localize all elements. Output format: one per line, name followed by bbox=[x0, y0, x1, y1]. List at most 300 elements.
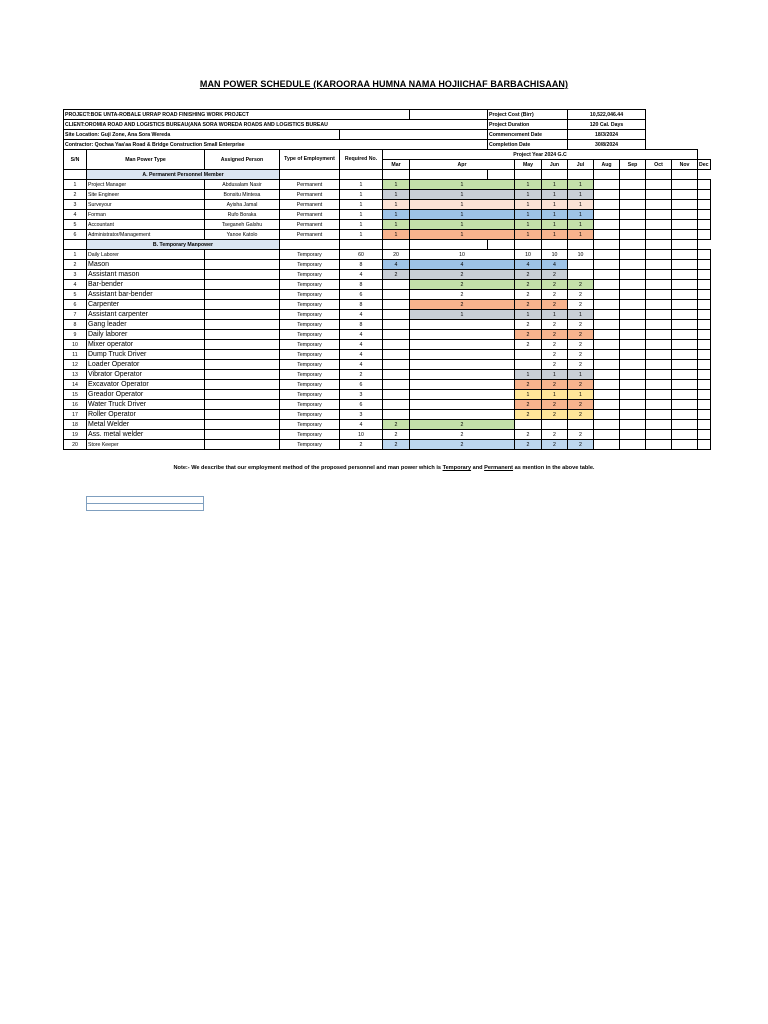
cell-jun: 1 bbox=[542, 190, 568, 200]
table-row bbox=[64, 410, 711, 420]
cell-required: 8 bbox=[340, 300, 383, 310]
cell-required: 8 bbox=[340, 280, 383, 290]
cell-mar: 1 bbox=[383, 190, 410, 200]
cell-empty-month bbox=[620, 260, 646, 270]
header-project-year: Project Year 2024 G.C bbox=[383, 150, 698, 160]
header-month-jun: Jun bbox=[542, 160, 568, 170]
cell-empty-month bbox=[698, 410, 711, 420]
cell-empty-month bbox=[620, 270, 646, 280]
cell-sn: 13 bbox=[64, 370, 87, 380]
cell-sn: 1 bbox=[64, 250, 87, 260]
cell-man-power-type: Project Manager bbox=[87, 180, 205, 190]
cell-mar bbox=[383, 310, 410, 320]
cell-mar: 20 bbox=[383, 250, 410, 260]
cell-jul: 1 bbox=[568, 230, 594, 240]
cell-employment: Temporary bbox=[280, 290, 340, 300]
project-cost-label: Project Cost (Birr) bbox=[488, 110, 568, 120]
cell-sn: 20 bbox=[64, 440, 87, 450]
cell-jul: 2 bbox=[568, 290, 594, 300]
cell-empty-month bbox=[594, 280, 620, 290]
cell-empty-month bbox=[646, 200, 672, 210]
cell-jun: 2 bbox=[542, 270, 568, 280]
cell-empty-month bbox=[698, 270, 711, 280]
cell-required: 4 bbox=[340, 330, 383, 340]
table-row bbox=[64, 190, 711, 200]
cell-employment: Temporary bbox=[280, 260, 340, 270]
cell-jun: 1 bbox=[542, 390, 568, 400]
table-row bbox=[64, 180, 711, 190]
cell-empty-month bbox=[646, 320, 672, 330]
cell-mar bbox=[383, 390, 410, 400]
cell-empty-month bbox=[594, 370, 620, 380]
cell-empty-month bbox=[698, 310, 711, 320]
table-row bbox=[64, 290, 711, 300]
client-name: CLIENT:OROMIA ROAD AND LOGISTICS BUREAU(ANA SORA WOREDA ROADS AND LOGISTICS BUREAU bbox=[64, 120, 488, 130]
cell-empty-month bbox=[698, 300, 711, 310]
cell-empty-month bbox=[646, 330, 672, 340]
cell-sn: 3 bbox=[64, 200, 87, 210]
cell-empty-month bbox=[594, 400, 620, 410]
cell-empty-month bbox=[620, 430, 646, 440]
cell-empty-month bbox=[594, 340, 620, 350]
cell-empty-month bbox=[620, 330, 646, 340]
cell-empty-month bbox=[646, 420, 672, 430]
cell-required: 6 bbox=[340, 290, 383, 300]
cell-sn: 16 bbox=[64, 400, 87, 410]
project-cost-value: 10,522,046.44 bbox=[568, 110, 646, 120]
cell-may: 1 bbox=[515, 200, 542, 210]
cell-employment: Temporary bbox=[280, 420, 340, 430]
cell-sn: 2 bbox=[64, 260, 87, 270]
cell-assigned-person bbox=[205, 300, 280, 310]
cell-man-power-type: Excavator Operator bbox=[87, 380, 205, 390]
cell-employment: Temporary bbox=[280, 280, 340, 290]
cell-required: 8 bbox=[340, 320, 383, 330]
cell-empty-month bbox=[594, 260, 620, 270]
cell-empty-month bbox=[620, 310, 646, 320]
cell-empty-month bbox=[620, 370, 646, 380]
cell-may: 2 bbox=[515, 270, 542, 280]
cell-employment: Temporary bbox=[280, 440, 340, 450]
cell-jul bbox=[568, 270, 594, 280]
cell-may: 1 bbox=[515, 310, 542, 320]
cell-sn: 9 bbox=[64, 330, 87, 340]
cell-jun: 2 bbox=[542, 360, 568, 370]
cell-required: 4 bbox=[340, 340, 383, 350]
cell-may: 2 bbox=[515, 440, 542, 450]
note-text: Note:- We describe that our employment method of the proposed personnel and man power which is Temporary and Permanent as mention in the above table. bbox=[173, 465, 595, 471]
cell-man-power-type: Mixer operator bbox=[87, 340, 205, 350]
cell-may bbox=[515, 420, 542, 430]
cell-mar bbox=[383, 300, 410, 310]
cell-may: 2 bbox=[515, 340, 542, 350]
table-row bbox=[64, 440, 711, 450]
cell-required: 1 bbox=[340, 230, 383, 240]
cell-empty-month bbox=[672, 410, 698, 420]
cell-empty-month bbox=[698, 210, 711, 220]
header-month-sep: Sep bbox=[620, 160, 646, 170]
cell-jul: 1 bbox=[568, 210, 594, 220]
cell-man-power-type: Forman bbox=[87, 210, 205, 220]
cell-mar bbox=[383, 330, 410, 340]
cell-jul: 1 bbox=[568, 310, 594, 320]
cell-empty-month bbox=[620, 180, 646, 190]
cell-assigned-person bbox=[205, 420, 280, 430]
cell-jun: 1 bbox=[542, 370, 568, 380]
cell-sn: 4 bbox=[64, 210, 87, 220]
cell-jul: 2 bbox=[568, 350, 594, 360]
cell-empty-month bbox=[698, 390, 711, 400]
cell-mar bbox=[383, 350, 410, 360]
table-row bbox=[64, 250, 711, 260]
cell-jun: 2 bbox=[542, 340, 568, 350]
cell-assigned-person: Tseganeh Galshu bbox=[205, 220, 280, 230]
cell-jun: 1 bbox=[542, 230, 568, 240]
cell-empty-month bbox=[620, 280, 646, 290]
cell-jul: 2 bbox=[568, 280, 594, 290]
cell-sn: 5 bbox=[64, 290, 87, 300]
cell-mar bbox=[383, 340, 410, 350]
cell-sn: 6 bbox=[64, 230, 87, 240]
cell-empty-month bbox=[698, 350, 711, 360]
cell-empty-month bbox=[646, 350, 672, 360]
cell-jul: 1 bbox=[568, 390, 594, 400]
cell-apr: 2 bbox=[410, 290, 515, 300]
cell-assigned-person bbox=[205, 380, 280, 390]
cell-sn: 11 bbox=[64, 350, 87, 360]
cell-employment: Temporary bbox=[280, 320, 340, 330]
cell-employment: Permanent bbox=[280, 220, 340, 230]
section-row bbox=[64, 240, 711, 250]
cell-jun: 2 bbox=[542, 290, 568, 300]
cell-jul: 2 bbox=[568, 360, 594, 370]
cell-assigned-person bbox=[205, 250, 280, 260]
project-duration-label: Project Duration bbox=[488, 120, 568, 130]
cell-empty-month bbox=[594, 440, 620, 450]
cell-jul: 2 bbox=[568, 320, 594, 330]
table-row bbox=[64, 280, 711, 290]
cell-mar: 1 bbox=[383, 220, 410, 230]
cell-empty-month bbox=[594, 180, 620, 190]
cell-jul: 1 bbox=[568, 220, 594, 230]
cell-assigned-person bbox=[205, 390, 280, 400]
commencement-date-label: Commencement Date bbox=[488, 130, 568, 140]
cell-may: 10 bbox=[515, 250, 542, 260]
cell-apr bbox=[410, 390, 515, 400]
cell-empty-month bbox=[698, 420, 711, 430]
cell-sn: 3 bbox=[64, 270, 87, 280]
cell-required: 1 bbox=[340, 180, 383, 190]
cell-sn: 18 bbox=[64, 420, 87, 430]
header-month-apr: Apr bbox=[410, 160, 515, 170]
cell-empty-month bbox=[646, 180, 672, 190]
cell-may: 2 bbox=[515, 300, 542, 310]
cell-sn: 1 bbox=[64, 180, 87, 190]
table-row bbox=[64, 200, 711, 210]
cell-empty-month bbox=[646, 210, 672, 220]
cell-empty-month bbox=[698, 180, 711, 190]
cell-empty-month bbox=[620, 210, 646, 220]
section-permanent: A. Permanent Personnel Member bbox=[87, 170, 280, 180]
header-month-oct: Oct bbox=[646, 160, 672, 170]
cell-jul bbox=[568, 260, 594, 270]
cell-empty-month bbox=[672, 380, 698, 390]
cell-empty-month bbox=[594, 220, 620, 230]
cell-apr bbox=[410, 320, 515, 330]
cell-jun: 1 bbox=[542, 310, 568, 320]
cell-employment: Temporary bbox=[280, 410, 340, 420]
cell-may bbox=[515, 360, 542, 370]
cell-sn: 4 bbox=[64, 280, 87, 290]
cell-jul: 1 bbox=[568, 190, 594, 200]
cell-empty-month bbox=[672, 400, 698, 410]
header-assigned-person: Assigned Person bbox=[205, 150, 280, 170]
cell-required: 8 bbox=[340, 260, 383, 270]
cell-empty-month bbox=[672, 280, 698, 290]
cell-may: 1 bbox=[515, 180, 542, 190]
table-row bbox=[64, 300, 711, 310]
cell-mar bbox=[383, 360, 410, 370]
cell-empty-month bbox=[698, 320, 711, 330]
cell-mar bbox=[383, 410, 410, 420]
cell-may bbox=[515, 350, 542, 360]
cell-empty-month bbox=[620, 220, 646, 230]
header-type-of-employment: Type of Employment bbox=[280, 150, 340, 170]
cell-may: 2 bbox=[515, 320, 542, 330]
cell-required: 4 bbox=[340, 360, 383, 370]
cell-assigned-person bbox=[205, 310, 280, 320]
cell-jun: 2 bbox=[542, 300, 568, 310]
cell-employment: Temporary bbox=[280, 390, 340, 400]
cell-assigned-person: Ayisha Jamal bbox=[205, 200, 280, 210]
cell-assigned-person bbox=[205, 330, 280, 340]
cell-empty-month bbox=[646, 270, 672, 280]
cell-required: 1 bbox=[340, 190, 383, 200]
cell-man-power-type: Water Truck Driver bbox=[87, 400, 205, 410]
cell-employment: Temporary bbox=[280, 430, 340, 440]
cell-required: 60 bbox=[340, 250, 383, 260]
cell-apr bbox=[410, 410, 515, 420]
cell-empty-month bbox=[594, 190, 620, 200]
cell-empty-month bbox=[698, 280, 711, 290]
table-row bbox=[64, 350, 711, 360]
cell-jul: 2 bbox=[568, 330, 594, 340]
cell-may: 2 bbox=[515, 410, 542, 420]
cell-assigned-person bbox=[205, 270, 280, 280]
cell-empty-month bbox=[698, 250, 711, 260]
cell-assigned-person: Yanoe Katolo bbox=[205, 230, 280, 240]
cell-empty-month bbox=[594, 250, 620, 260]
cell-empty-month bbox=[594, 380, 620, 390]
cell-may: 2 bbox=[515, 380, 542, 390]
cell-may: 2 bbox=[515, 400, 542, 410]
cell-may: 1 bbox=[515, 210, 542, 220]
cell-assigned-person bbox=[205, 430, 280, 440]
completion-date-value: 30/8/2024 bbox=[568, 140, 646, 150]
cell-employment: Temporary bbox=[280, 380, 340, 390]
header-month-mar: Mar bbox=[383, 160, 410, 170]
table-row bbox=[64, 400, 711, 410]
cell-assigned-person: Rufo Boraka bbox=[205, 210, 280, 220]
cell-sn: 12 bbox=[64, 360, 87, 370]
cell-empty-month bbox=[646, 260, 672, 270]
cell-empty-month bbox=[672, 440, 698, 450]
cell-mar: 2 bbox=[383, 440, 410, 450]
cell-sn: 10 bbox=[64, 340, 87, 350]
cell-apr: 2 bbox=[410, 430, 515, 440]
cell-jul: 2 bbox=[568, 380, 594, 390]
cell-empty-month bbox=[672, 200, 698, 210]
cell-jul: 2 bbox=[568, 300, 594, 310]
cell-empty-month bbox=[698, 220, 711, 230]
cell-empty-month bbox=[620, 410, 646, 420]
cell-empty-month bbox=[620, 400, 646, 410]
cell-empty-month bbox=[646, 340, 672, 350]
contractor-name: Contractor: Qochaa Yaa'aa Road & Bridge Construction Small Enterprise bbox=[64, 140, 488, 150]
cell-jun: 2 bbox=[542, 430, 568, 440]
cell-apr: 4 bbox=[410, 260, 515, 270]
cell-empty-month bbox=[620, 300, 646, 310]
cell-empty-month bbox=[646, 360, 672, 370]
cell-man-power-type: Gang leader bbox=[87, 320, 205, 330]
cell-employment: Permanent bbox=[280, 180, 340, 190]
cell-apr: 1 bbox=[410, 210, 515, 220]
cell-empty-month bbox=[594, 410, 620, 420]
cell-employment: Permanent bbox=[280, 230, 340, 240]
cell-apr: 1 bbox=[410, 220, 515, 230]
cell-man-power-type: Vibrator Operator bbox=[87, 370, 205, 380]
cell-man-power-type: Ass. metal welder bbox=[87, 430, 205, 440]
table-row bbox=[64, 390, 711, 400]
cell-sn: 19 bbox=[64, 430, 87, 440]
cell-required: 1 bbox=[340, 200, 383, 210]
cell-required: 2 bbox=[340, 440, 383, 450]
cell-empty-month bbox=[620, 250, 646, 260]
cell-sn: 8 bbox=[64, 320, 87, 330]
cell-employment: Temporary bbox=[280, 270, 340, 280]
cell-may: 1 bbox=[515, 370, 542, 380]
cell-apr bbox=[410, 350, 515, 360]
cell-sn: 6 bbox=[64, 300, 87, 310]
cell-man-power-type: Greador Operator bbox=[87, 390, 205, 400]
cell-empty-month bbox=[594, 350, 620, 360]
table-row bbox=[64, 310, 711, 320]
cell-empty-month bbox=[646, 400, 672, 410]
project-duration-value: 120 Cal. Days bbox=[568, 120, 646, 130]
cell-employment: Permanent bbox=[280, 210, 340, 220]
cell-man-power-type: Mason bbox=[87, 260, 205, 270]
table-row bbox=[64, 420, 711, 430]
cell-empty-month bbox=[698, 330, 711, 340]
cell-man-power-type: Daily Laborer bbox=[87, 250, 205, 260]
cell-empty-month bbox=[620, 340, 646, 350]
cell-mar: 1 bbox=[383, 200, 410, 210]
cell-sn: 14 bbox=[64, 380, 87, 390]
cell-empty-month bbox=[646, 250, 672, 260]
cell-empty-month bbox=[620, 200, 646, 210]
cell-empty-month bbox=[672, 350, 698, 360]
section-temporary: B. Temporary Manpower bbox=[87, 240, 280, 250]
cell-empty-month bbox=[620, 320, 646, 330]
cell-empty-month bbox=[672, 230, 698, 240]
cell-empty-month bbox=[646, 290, 672, 300]
cell-empty-month bbox=[646, 310, 672, 320]
cell-empty-month bbox=[646, 390, 672, 400]
cell-jun: 2 bbox=[542, 330, 568, 340]
header-month-may: May bbox=[515, 160, 542, 170]
table-row bbox=[64, 320, 711, 330]
header-month-nov: Nov bbox=[672, 160, 698, 170]
cell-assigned-person bbox=[205, 350, 280, 360]
cell-apr bbox=[410, 360, 515, 370]
commencement-date-value: 18/3/2024 bbox=[568, 130, 646, 140]
cell-required: 4 bbox=[340, 270, 383, 280]
cell-empty-month bbox=[594, 420, 620, 430]
cell-mar bbox=[383, 290, 410, 300]
cell-mar bbox=[383, 380, 410, 390]
cell-assigned-person bbox=[205, 370, 280, 380]
cell-apr: 2 bbox=[410, 300, 515, 310]
cell-empty-month bbox=[594, 310, 620, 320]
cell-assigned-person: Bonsitu Mintesa bbox=[205, 190, 280, 200]
cell-sn: 17 bbox=[64, 410, 87, 420]
table-row bbox=[64, 370, 711, 380]
cell-assigned-person bbox=[205, 290, 280, 300]
cell-apr bbox=[410, 340, 515, 350]
cell-apr: 1 bbox=[410, 180, 515, 190]
cell-empty-month bbox=[594, 430, 620, 440]
cell-jul bbox=[568, 420, 594, 430]
cell-empty-month bbox=[594, 230, 620, 240]
cell-empty-month bbox=[698, 430, 711, 440]
cell-man-power-type: Surveyour bbox=[87, 200, 205, 210]
cell-man-power-type: Loader Operator bbox=[87, 360, 205, 370]
cell-empty-month bbox=[620, 360, 646, 370]
cell-jul: 1 bbox=[568, 370, 594, 380]
cell-apr: 10 bbox=[410, 250, 515, 260]
cell-man-power-type: Assistant mason bbox=[87, 270, 205, 280]
cell-employment: Permanent bbox=[280, 200, 340, 210]
header-month-aug: Aug bbox=[594, 160, 620, 170]
cell-apr bbox=[410, 380, 515, 390]
cell-assigned-person bbox=[205, 340, 280, 350]
table-row bbox=[64, 260, 711, 270]
table-row bbox=[64, 340, 711, 350]
cell-empty-month bbox=[672, 180, 698, 190]
cell-jun: 1 bbox=[542, 180, 568, 190]
cell-assigned-person bbox=[205, 360, 280, 370]
cell-may: 1 bbox=[515, 390, 542, 400]
cell-employment: Temporary bbox=[280, 370, 340, 380]
cell-required: 6 bbox=[340, 380, 383, 390]
cell-empty-month bbox=[672, 260, 698, 270]
cell-empty-month bbox=[698, 360, 711, 370]
cell-empty-month bbox=[620, 390, 646, 400]
site-location: Site Location: Guji Zone, Ana Sora Wereda bbox=[64, 130, 340, 140]
cell-man-power-type: Metal Welder bbox=[87, 420, 205, 430]
header-man-power-type: Man Power Type bbox=[87, 150, 205, 170]
table-row bbox=[64, 330, 711, 340]
cell-jul: 2 bbox=[568, 400, 594, 410]
header-month-dec: Dec bbox=[699, 161, 709, 168]
note-temporary: Temporary bbox=[442, 465, 472, 471]
cell-man-power-type: Site Engineer bbox=[87, 190, 205, 200]
cell-apr bbox=[410, 330, 515, 340]
cell-man-power-type: Dump Truck Driver bbox=[87, 350, 205, 360]
cell-empty-month bbox=[620, 420, 646, 430]
cell-empty-month bbox=[672, 210, 698, 220]
cell-mar bbox=[383, 400, 410, 410]
